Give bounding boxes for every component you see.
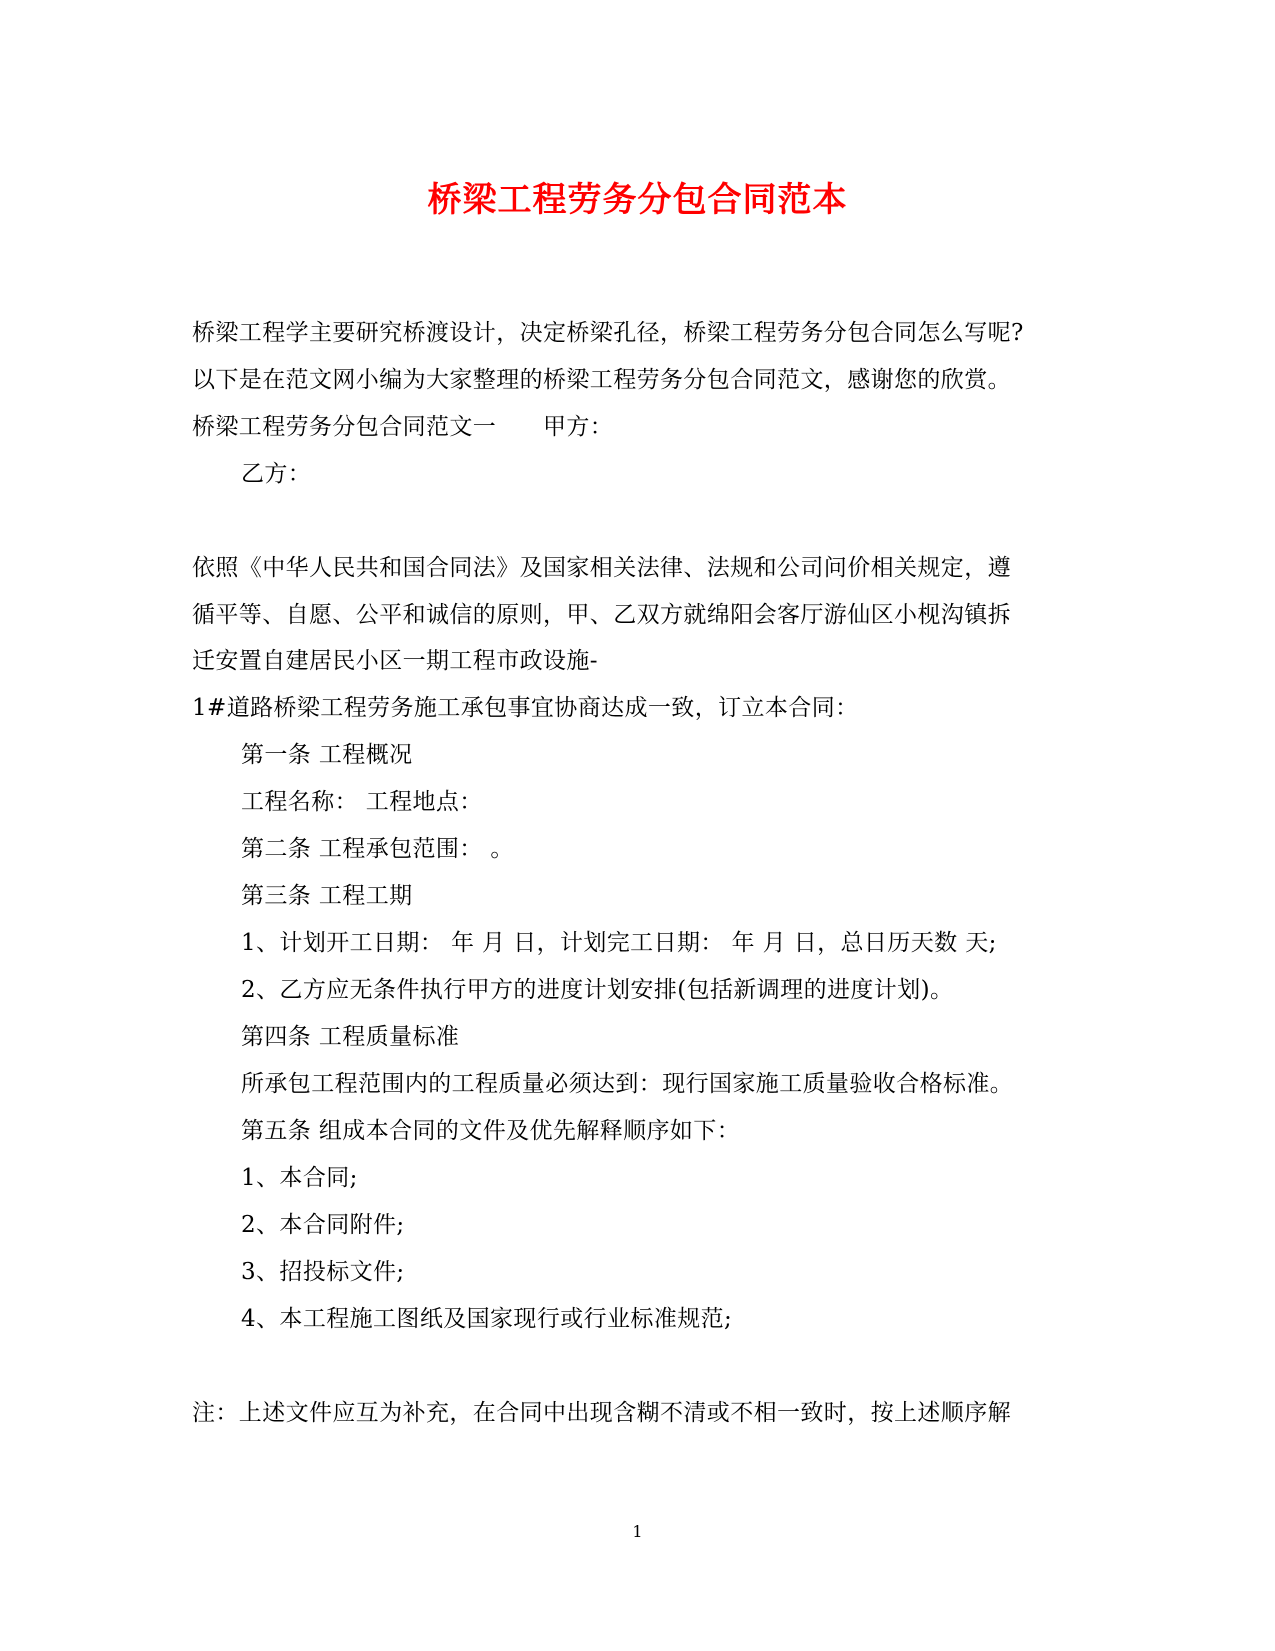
article-4-heading: 第四条 工程质量标准 [241,1024,460,1050]
article-5-item-3: 3、招投标文件; [241,1259,405,1285]
basis-line-2: 循平等、自愿、公平和诚信的原则，甲、乙双方就绵阳会客厅游仙区小枧沟镇拆 [192,602,1011,628]
basis-line-4: 1#道路桥梁工程劳务施工承包事宜协商达成一致，订立本合同： [192,695,859,721]
party-b-label: 乙方： [241,461,312,487]
intro-line-2: 以下是在范文网小编为大家整理的桥梁工程劳务分包合同范文，感谢您的欣赏。 [192,367,1011,393]
document-title: 桥梁工程劳务分包合同范本 [427,180,848,220]
article-1-detail: 工程名称： 工程地点： [241,789,483,815]
basis-line-1: 依照《中华人民共和国合同法》及国家相关法律、法规和公司问价相关规定，遵 [192,555,1011,581]
intro-line-1: 桥梁工程学主要研究桥渡设计，决定桥梁孔径，桥梁工程劳务分包合同怎么写呢? [192,320,1024,346]
article-3-heading: 第三条 工程工期 [241,883,413,909]
article-5-item-2: 2、本合同附件; [241,1212,405,1238]
article-1-heading: 第一条 工程概况 [241,742,413,768]
article-5-item-1: 1、本合同; [241,1165,358,1191]
article-3-item-1: 1、计划开工日期： 年 月 日，计划完工日期： 年 月 日，总日历天数 天; [241,930,997,956]
note-line: 注：上述文件应互为补充，在合同中出现含糊不清或不相一致时，按上述顺序解 [192,1400,1011,1426]
page-number: 1 [632,1522,643,1541]
article-5-heading: 第五条 组成本合同的文件及优先解释顺序如下： [241,1118,741,1144]
article-2: 第二条 工程承包范围： 。 [241,836,514,862]
article-4-detail: 所承包工程范围内的工程质量必须达到：现行国家施工质量验收合格标准。 [241,1071,1014,1097]
article-5-item-4: 4、本工程施工图纸及国家现行或行业标准规范; [241,1306,733,1332]
article-3-item-2: 2、乙方应无条件执行甲方的进度计划安排(包括新调理的进度计划)。 [241,977,954,1003]
basis-line-3: 迁安置自建居民小区一期工程市政设施- [192,648,598,674]
sample-heading: 桥梁工程劳务分包合同范文一 甲方： [192,414,614,440]
